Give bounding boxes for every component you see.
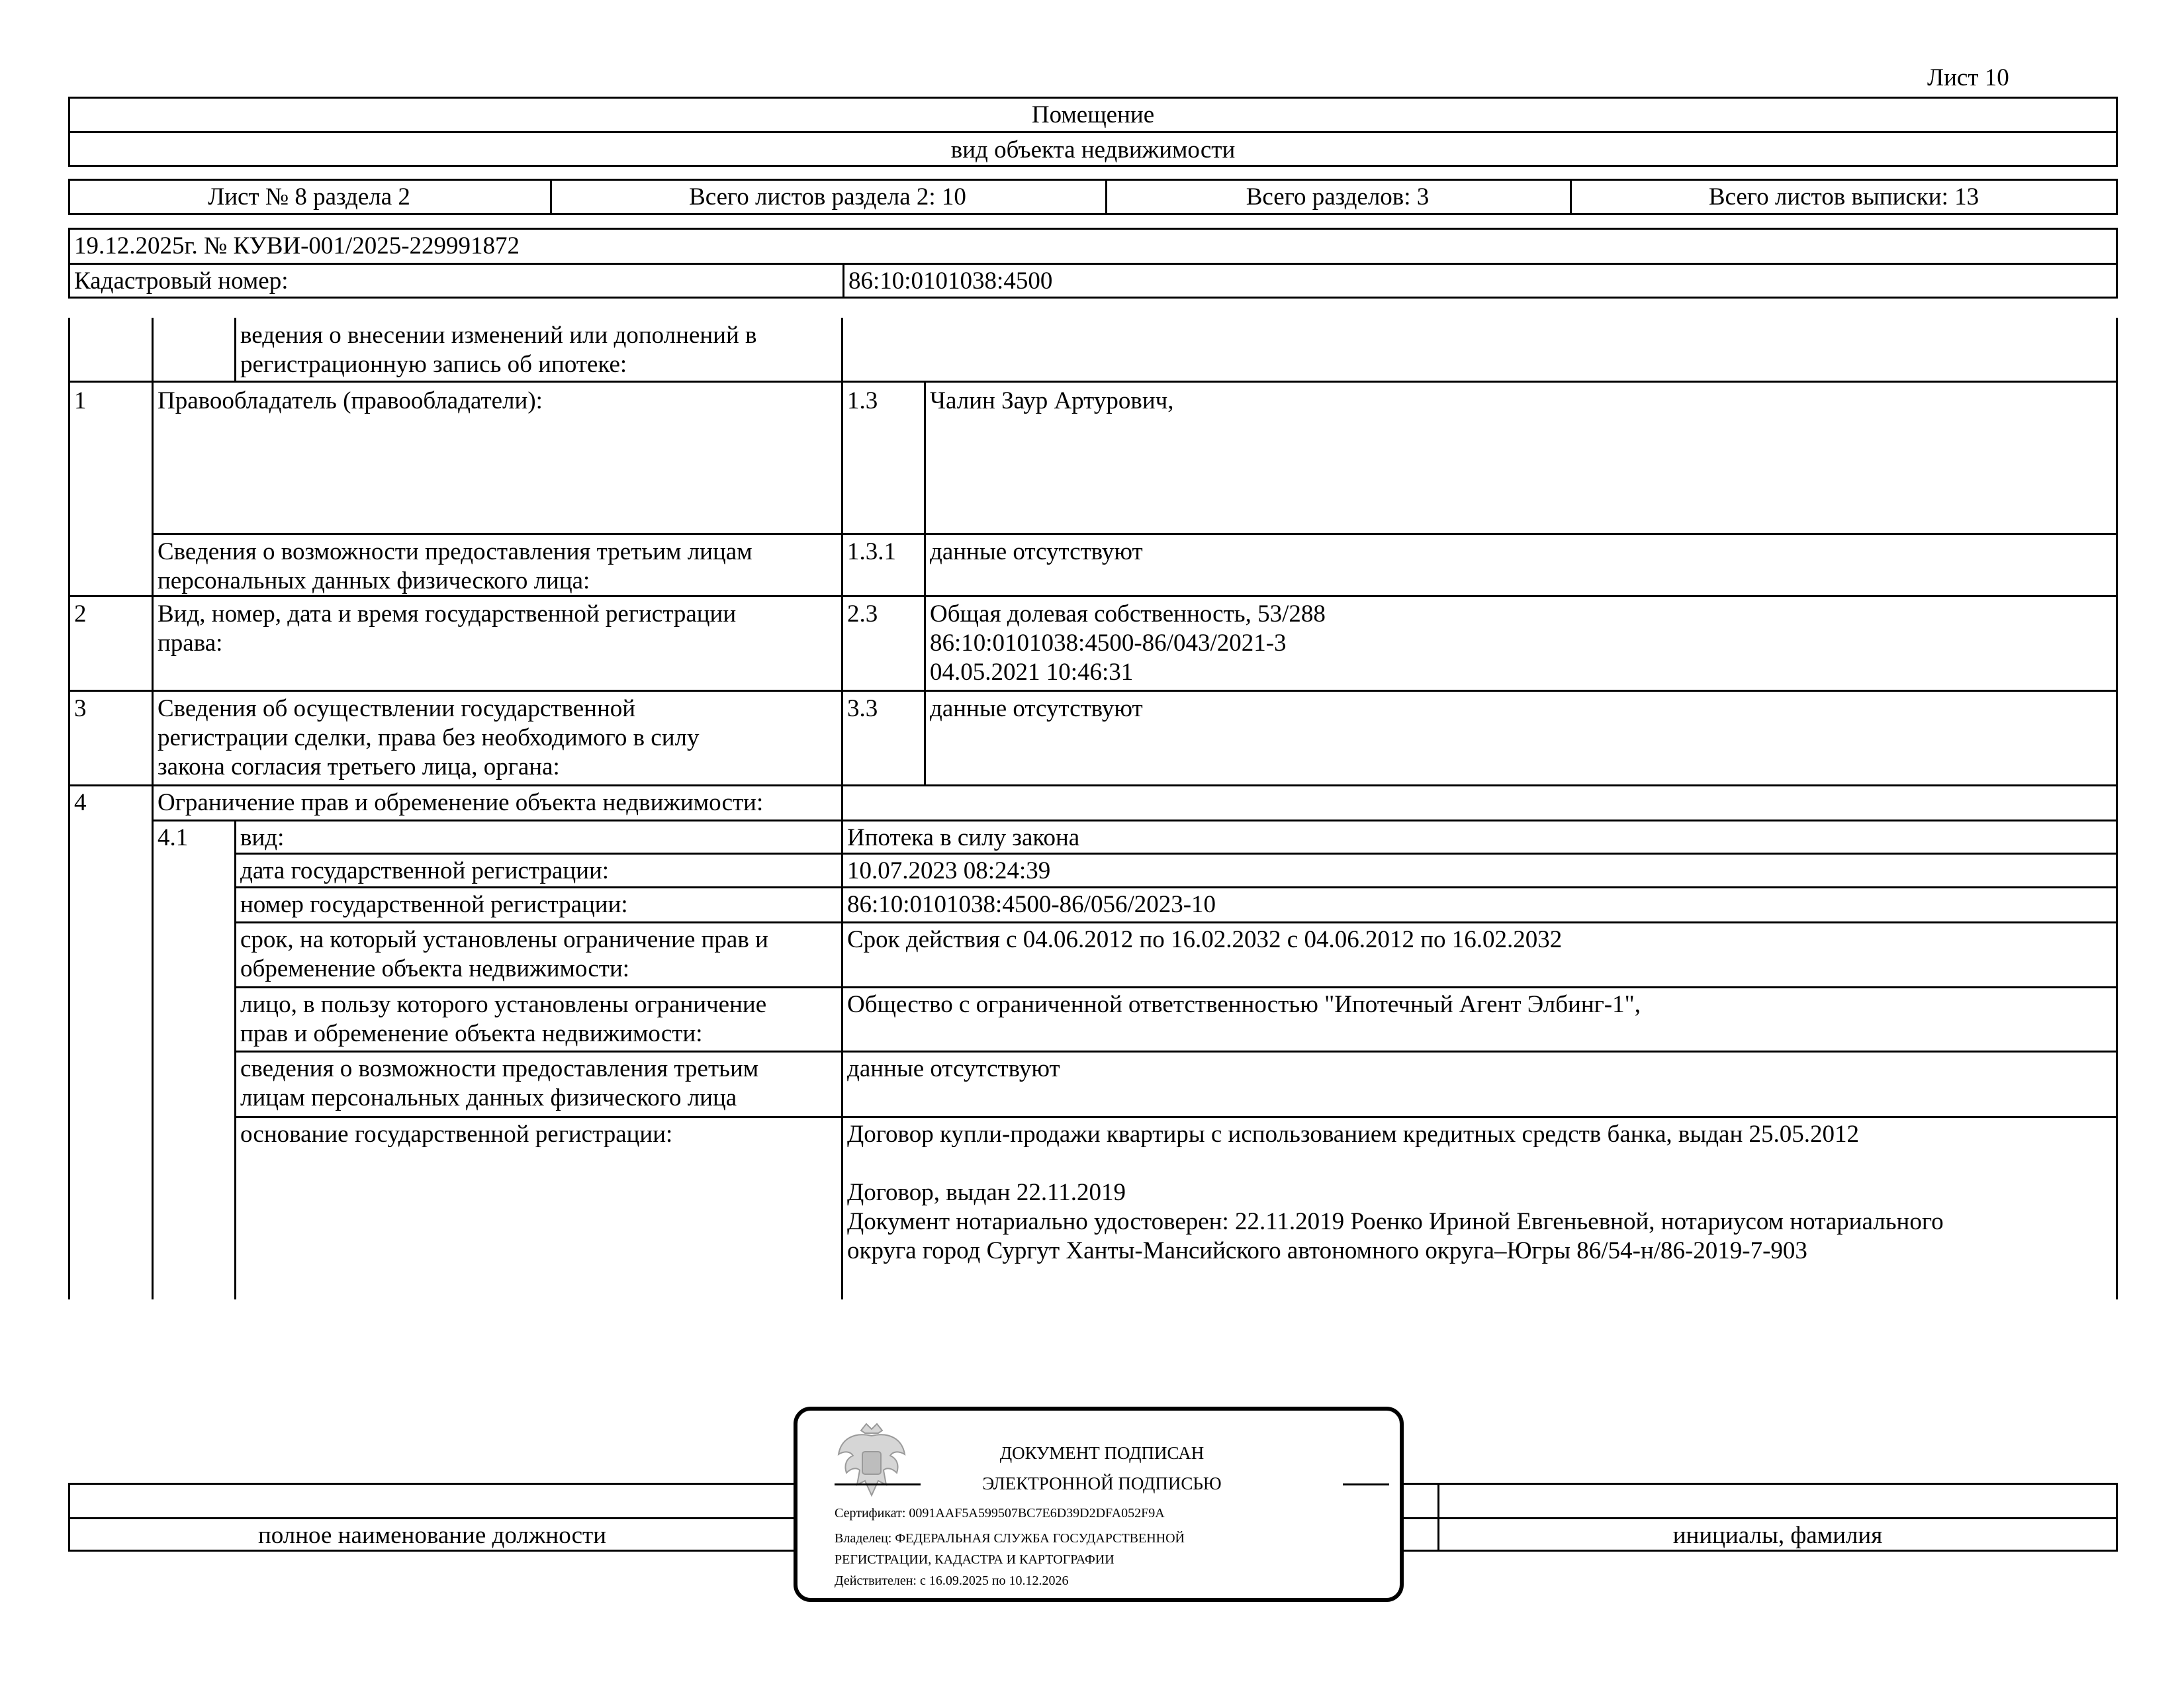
row-2-number: 2 — [74, 600, 87, 628]
sheet-label: Лист 10 — [1927, 64, 2009, 91]
divider — [68, 131, 2118, 133]
divider — [234, 318, 236, 381]
row-2-label: Вид, номер, дата и время государственной регистрации права: — [158, 600, 737, 657]
row-1-code: 1.3 — [847, 387, 878, 414]
row-1-number: 1 — [74, 387, 87, 414]
row-3-value: данные отсутствуют — [930, 695, 1143, 722]
registration-number-value: 86:10:0101038:4500-86/056/2023-10 — [847, 891, 1216, 918]
divider — [234, 986, 2118, 988]
divider — [68, 263, 2118, 265]
divider — [835, 1483, 921, 1485]
doc-reference: 19.12.2025г. № КУВИ-001/2025-229991872 — [74, 232, 520, 259]
extract-sheets-total: Всего листов выписки: 13 — [1708, 183, 1979, 211]
name-caption: инициалы, фамилия — [1672, 1522, 1883, 1549]
divider — [68, 318, 70, 1299]
electronic-signature-stamp — [794, 1407, 1404, 1602]
stamp-certificate: Сертификат: 0091AAF5A599507BC7E6D39D2DFA052F9A — [835, 1506, 1165, 1521]
row-2-value: Общая долевая собственность, 53/288 86:10:0101038:4500-86/043/2021-3 04.05.2021 10:46:31 — [930, 600, 1326, 686]
term-value: Срок действия с 04.06.2012 по 16.02.2032 с 04.06.2012 по 16.02.2032 — [847, 926, 1563, 953]
row-1-3-1-value: данные отсутствуют — [930, 538, 1143, 565]
divider — [924, 381, 926, 784]
stamp-line-2: ЭЛЕКТРОННОЙ ПОДПИСЬЮ — [982, 1474, 1222, 1493]
row-3-number: 3 — [74, 695, 87, 722]
row-1-3-1-code: 1.3.1 — [847, 538, 896, 565]
divider — [841, 318, 843, 1299]
row-4-label: Ограничение прав и обременение объекта недвижимости: — [158, 789, 764, 816]
stamp-owner-line-2: РЕГИСТРАЦИИ, КАДАСТРА И КАРТОГРАФИИ — [835, 1552, 1115, 1567]
registration-date-label: дата государственной регистрации: — [240, 857, 610, 884]
registration-number-label: номер государственной регистрации: — [240, 891, 628, 918]
stamp-line-1: ДОКУМЕНТ ПОДПИСАН — [999, 1443, 1205, 1463]
row-1-3-1-label: Сведения о возможности предоставления третьим лицам персональных данных физического лица: — [158, 538, 752, 594]
row-2-code: 2.3 — [847, 600, 878, 628]
top-note: ведения о внесении изменений или дополнений в регистрационную запись об ипотеке: — [240, 322, 757, 378]
term-label: срок, на который установлены ограничение прав и обременение объекта недвижимости: — [240, 926, 768, 982]
row-1-label: Правообладатель (правообладатели): — [158, 387, 543, 414]
divider — [152, 820, 2118, 821]
encumbrance-number: 4.1 — [158, 824, 189, 851]
divider — [152, 318, 154, 1299]
divider — [1343, 1483, 1389, 1485]
divider — [234, 921, 2118, 923]
personal-data-value: данные отсутствуют — [847, 1055, 1060, 1082]
encumbrance-type-value: Ипотека в силу закона — [847, 824, 1080, 851]
object-name: Помещение — [1031, 101, 1155, 128]
stamp-owner-line-1: Владелец: ФЕДЕРАЛЬНАЯ СЛУЖБА ГОСУДАРСТВЕННОЙ — [835, 1531, 1185, 1546]
divider — [68, 784, 2118, 786]
divider — [842, 263, 844, 299]
divider — [68, 381, 2118, 383]
sections-total: Всего разделов: 3 — [1246, 183, 1430, 211]
row-4-number: 4 — [74, 789, 87, 816]
divider — [2116, 318, 2118, 1299]
divider — [234, 820, 236, 1299]
row-3-code: 3.3 — [847, 695, 878, 722]
divider — [234, 886, 2118, 888]
divider — [234, 1116, 2118, 1118]
divider — [152, 533, 2118, 535]
basis-value: Договор купли-продажи квартиры с использованием кредитных средств банка, выдан 25.05.2012 Договор, выдан 22.11.2019 Документ нотариально удостоверен: 22.11.2019 Роенко Ириной Евгеньевной, нотариусом нотариального округа город Сургут Ханты-Мансийского автономного округа–Югры 86/54-н/86-2019-7-903 — [847, 1121, 1944, 1264]
row-3-label: Сведения об осуществлении государственной регистрации сделки, права без необходимого в силу закона согласия третьего лица, органа: — [158, 695, 700, 780]
position-caption: полное наименование должности — [257, 1522, 607, 1549]
section-sheets-total: Всего листов раздела 2: 10 — [689, 183, 966, 211]
cadastral-label: Кадастровый номер: — [74, 267, 289, 295]
divider — [234, 853, 2118, 855]
encumbrance-type-label: вид: — [240, 824, 285, 851]
beneficiary-value: Общество с ограниченной ответственностью "Ипотечный Агент Элбинг-1", — [847, 991, 1641, 1018]
divider — [68, 690, 2118, 692]
stamp-validity: Действителен: с 16.09.2025 по 10.12.2026 — [835, 1573, 1069, 1588]
row-1-value: Чалин Заур Артурович, — [930, 387, 1174, 414]
sheet-number: Лист № 8 раздела 2 — [208, 183, 410, 211]
registration-date-value: 10.07.2023 08:24:39 — [847, 857, 1051, 884]
beneficiary-label: лицо, в пользу которого установлены ограничение прав и обременение объекта недвижимости: — [240, 991, 767, 1047]
cadastral-number: 86:10:0101038:4500 — [848, 267, 1053, 295]
personal-data-label: сведения о возможности предоставления третьим лицам персональных данных физического лица — [240, 1055, 759, 1111]
object-type-caption: вид объекта недвижимости — [950, 136, 1236, 164]
double-headed-eagle-emblem-icon — [835, 1421, 909, 1499]
divider — [234, 1051, 2118, 1053]
basis-label: основание государственной регистрации: — [240, 1121, 673, 1148]
